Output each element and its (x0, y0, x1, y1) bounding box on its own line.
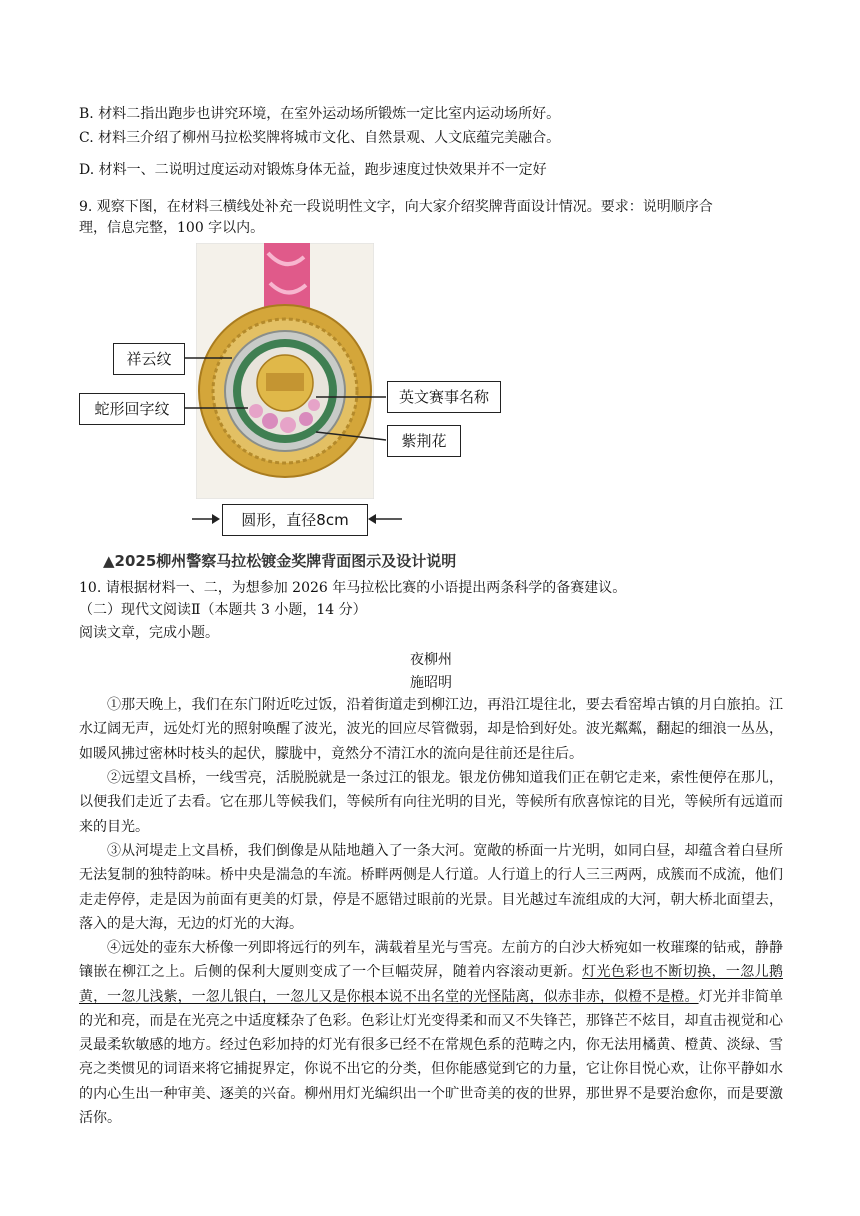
paragraph-4-text-a: ④远处的壶东大桥像一列即将远行的列车，满载着星光与雪亮。左前方的白沙大桥宛如一枚璀璨的钻戒，静静镶嵌在柳江之上。后侧的保利大厦则变成了一个巨幅荧屏，随着内容滚动更新。 (79, 940, 783, 981)
label-zijing-flower: 紫荆花 (387, 425, 461, 457)
option-c: C. 材料三介绍了柳州马拉松奖牌将城市文化、自然景观、人文底蕴完美融合。 (79, 130, 561, 146)
question-9-line1: 9. 观察下图，在材料三横线处补充一段说明性文字，向大家介绍奖牌背面设计情况。要求：说明顺序合 (79, 199, 713, 215)
label-english-name: 英文赛事名称 (387, 381, 501, 413)
question-9-line2: 理，信息完整，100 字以内。 (79, 220, 265, 236)
callout-lines (0, 0, 860, 600)
option-d: D. 材料一、二说明过度运动对锻炼身体无益，跑步速度过快效果并不一定好 (79, 162, 547, 178)
article-author: 施昭明 (410, 675, 452, 691)
article-title: 夜柳州 (410, 652, 452, 668)
article-paragraph-3: ③从河堤走上文昌桥，我们倒像是从陆地趟入了一条大河。宽敞的桥面一片光明，如同白昼，却蕴含着白昼所无法复制的独特韵味。桥中央是湍急的车流。桥畔两侧是人行道。人行道上的行人三三两两，成簇而不成流，他们走走停停，走是因为前面有更美的灯景，停是不愿错过眼前的光景。目光越过车流组成的大河，朝大桥北面望去，落入的是大海，无边的灯光的大海。 (79, 843, 783, 932)
question-10: 10. 请根据材料一、二，为想参加 2026 年马拉松比赛的小语提出两条科学的备赛建议。 (79, 580, 627, 596)
article-paragraph-2: ②远望文昌桥，一线雪亮，活脱脱就是一条过江的银龙。银龙仿佛知道我们正在朝它走来，索性便停在那儿，以便我们走近了去看。它在那儿等候我们，等候所有向往光明的目光，等候所有欣喜惊诧的目光，等候所有远道而来的目光。 (79, 770, 783, 835)
figure-caption: ▲2025柳州警察马拉松镀金奖牌背面图示及设计说明 (103, 552, 457, 570)
label-shexing-huizi: 蛇形回字纹 (79, 393, 185, 425)
label-xiangyun: 祥云纹 (113, 343, 185, 375)
section-heading: （二）现代文阅读Ⅱ（本题共 3 小题，14 分） (79, 602, 367, 618)
underlined-sentence: 灯光色彩也不断切换，一忽儿鹅黄，一忽儿浅紫，一忽儿银白，一忽儿又是你根本说不出名堂的光怪陆离，似赤非赤，似橙不是橙。 (79, 964, 783, 1005)
article-paragraph-1: ①那天晚上，我们在东门附近吃过饭，沿着街道走到柳江边，再沿江堤往北，要去看窑埠古镇的月白旅拍。江水辽阔无声，远处灯光的照射唤醒了波光，波光的回应尽管微弱，却是恰到好处。波光粼粼，翻起的细浪一丛丛，如暖风拂过密林时枝头的起伏，朦胧中，竟然分不清江水的流向是往前还是往后。 (79, 697, 783, 762)
option-b: B. 材料二指出跑步也讲究环境，在室外运动场所锻炼一定比室内运动场所好。 (79, 106, 561, 122)
medal-image (196, 243, 374, 499)
reading-instruction: 阅读文章，完成小题。 (79, 625, 219, 641)
label-shape-diameter: 圆形，直径8cm (222, 504, 368, 536)
article-paragraph-4 (79, 936, 783, 1130)
paragraph-4-text-b: 灯光并非简单的光和亮，而是在光亮之中适度糅杂了色彩。色彩让灯光变得柔和而又不失锋芒，那锋芒不炫目，却直击视觉和心灵最柔软敏感的地方。经过色彩加持的灯光有很多已经不在常规色系的范畴之内，你无法用橘黄、橙黄、淡绿、雪亮之类惯见的词语来将它捕捉界定，你说不出它的分类，但你能感觉到它的力量，它让你目悦心欢，让你平静如水的内心生出一种审美、逐美的兴奋。柳州用灯光编织出一个旷世奇美的夜的世界，那世界不是要治愈你，而是要激活你。 (79, 988, 784, 1127)
